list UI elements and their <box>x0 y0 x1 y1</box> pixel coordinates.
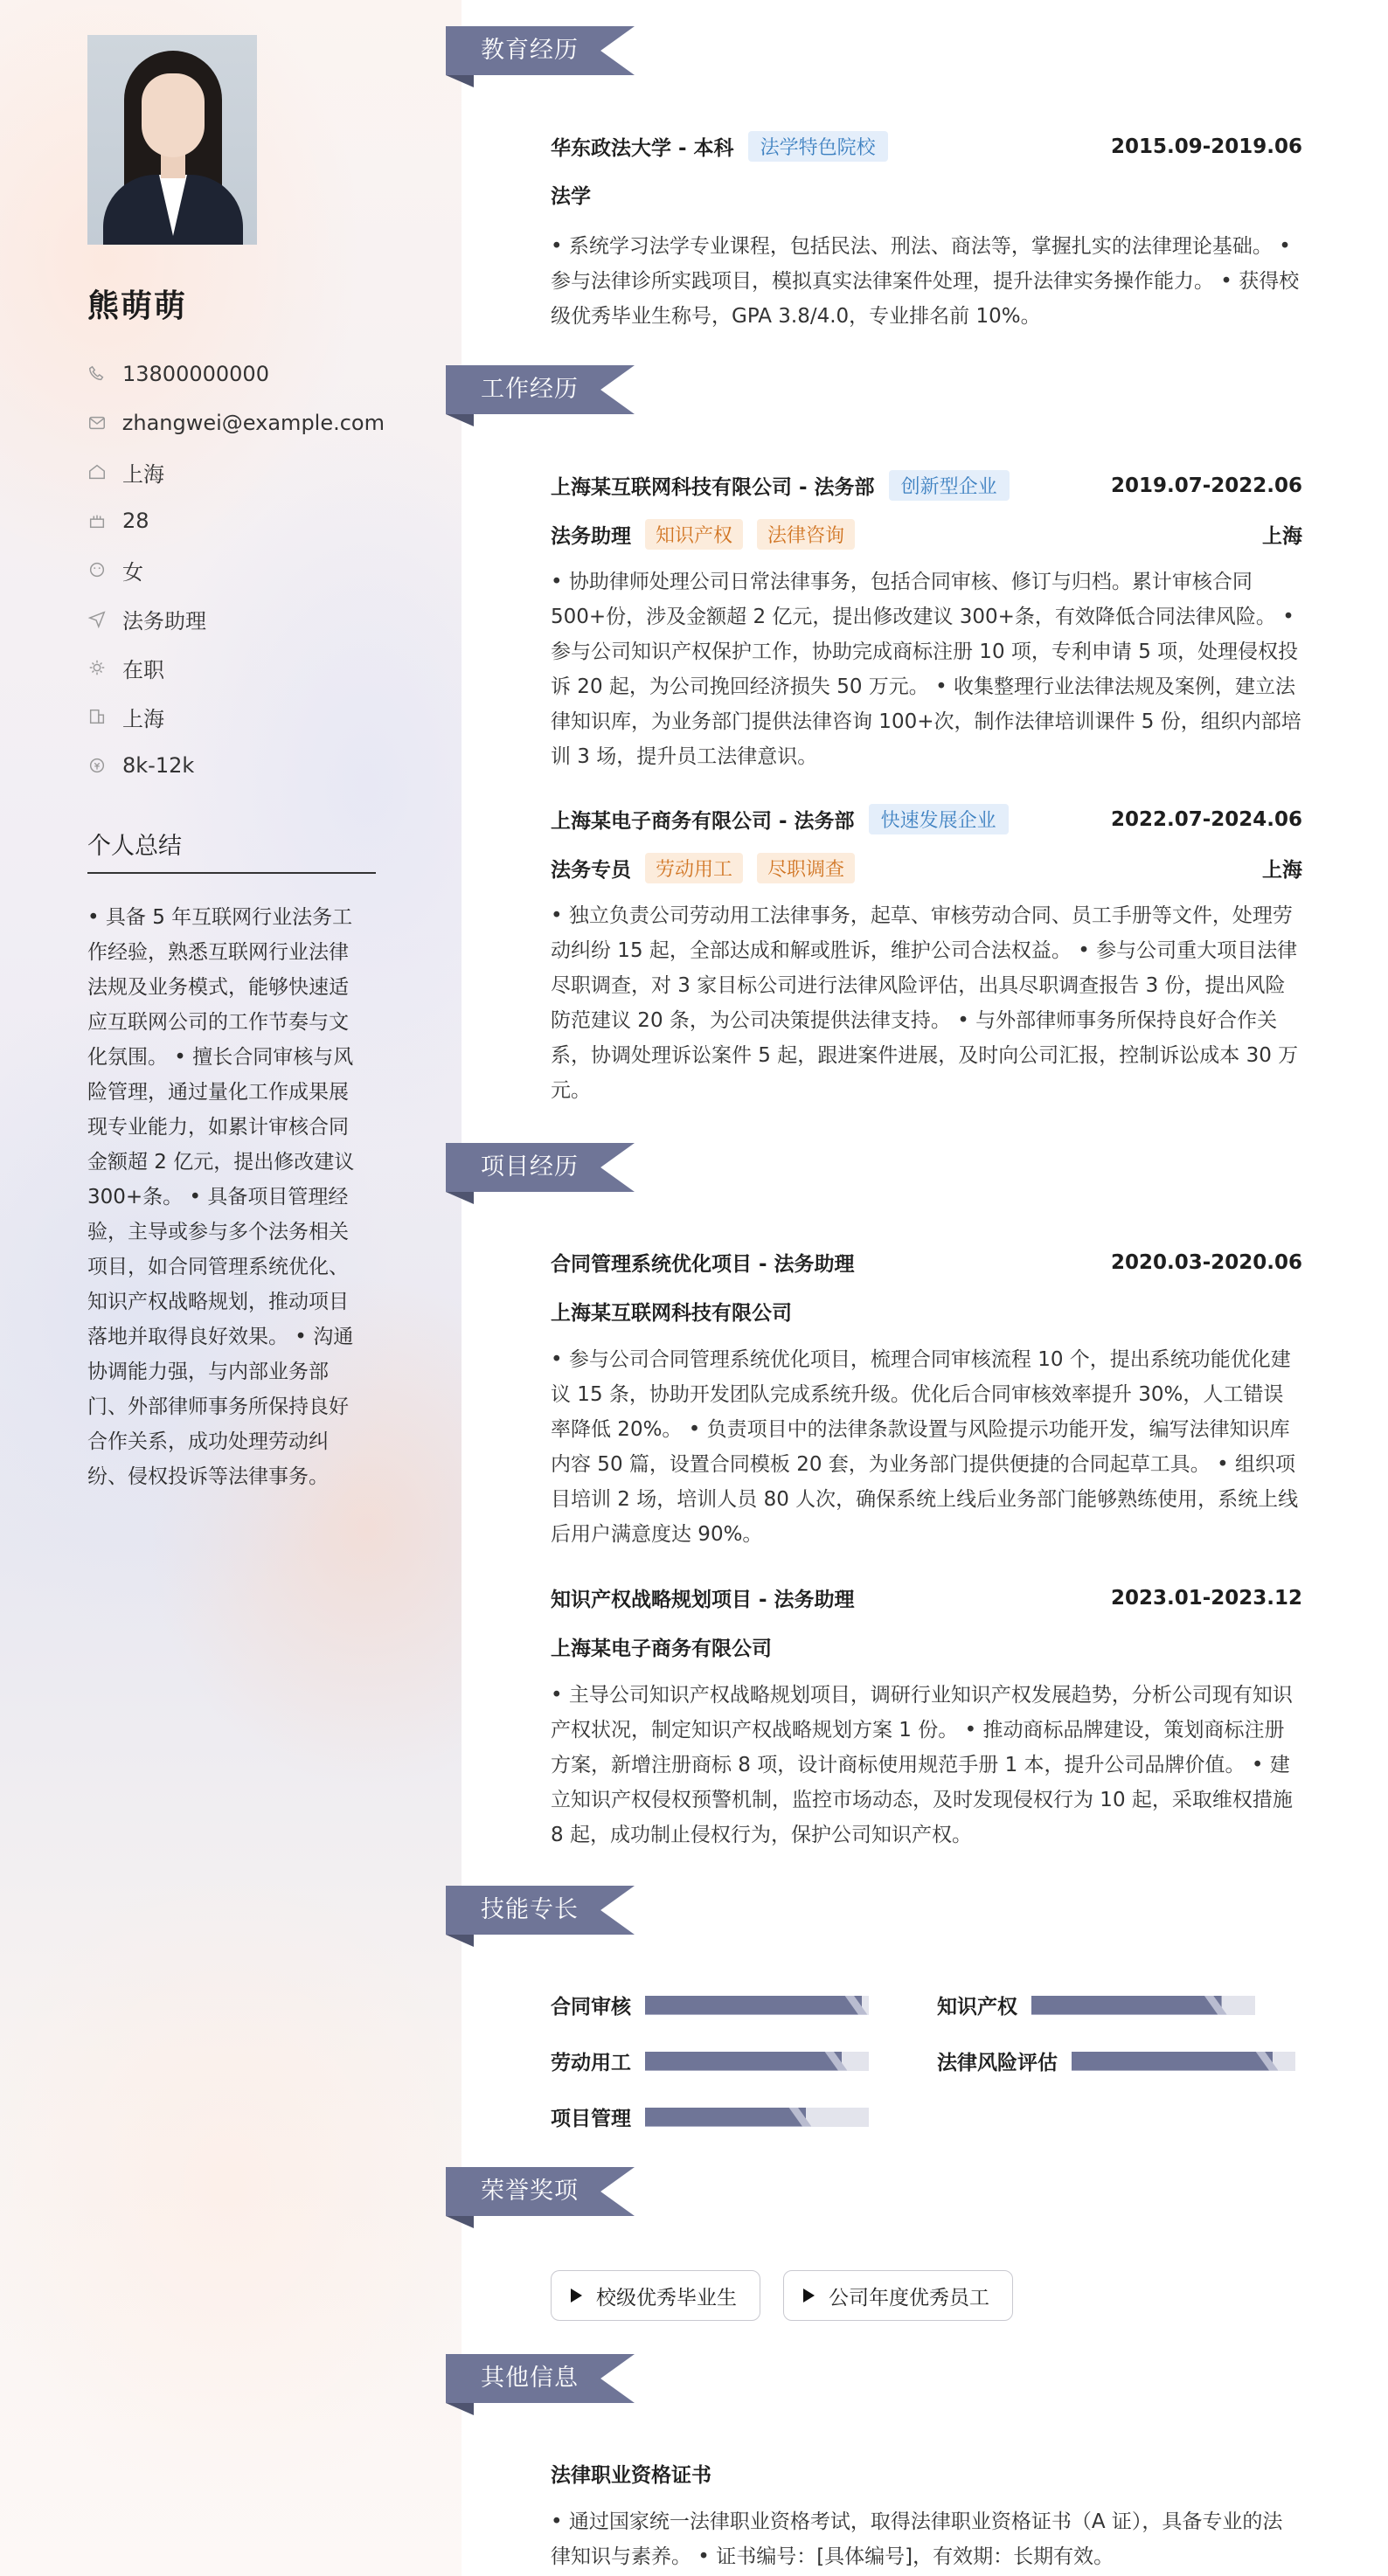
work-2-tag: 快速发展企业 <box>869 804 1009 834</box>
status-icon <box>87 658 122 677</box>
project-1-company: 上海某互联网科技有限公司 <box>551 1302 792 1325</box>
education-school: 华东政法大学 - 本科 <box>551 137 734 160</box>
skill-bar <box>645 2052 869 2071</box>
play-icon <box>571 2289 582 2302</box>
project-1-row <box>551 1248 1302 1277</box>
section-other-header: 其他信息 <box>446 2354 635 2403</box>
other-desc: • 通过国家统一法律职业资格考试，取得法律职业资格证书（A 证），具备专业的法律知识与素养。 • 证书编号：[具体编号]，有效期：长期有效。 <box>551 2510 1283 2568</box>
work-2-company: 上海某电子商务有限公司 - 法务部 <box>551 810 855 833</box>
summary-divider <box>87 872 376 874</box>
info-city: 上海 <box>87 692 385 741</box>
skill-bar <box>645 2108 869 2127</box>
work-1-row <box>551 470 1302 501</box>
skill-bar <box>1031 1996 1255 2015</box>
work-1-desc: • 协助律师处理公司日常法律事务，包括合同审核、修订与归档。累计审核合同 500+份，涉及金额超 2 亿元，提出修改建议 300+条，有效降低合同法律风险。 • 参与公司知识产权保护工作，协助完成商标注册 10 项，专利申请 5 项，处理侵权投诉 20 起，为公司挽回经济损失 50 万元。 • 收集整理行业法律法规及案例，建立法律知识库，为业务部门提供法律咨询 100+次，制作法律培训课件 5 份，组织内部培训 3 场，提升员工法律意识。 <box>551 571 1301 768</box>
education-desc: • 系统学习法学专业课程，包括民法、刑法、商法等，掌握扎实的法律理论基础。 • 参与法律诊所实践项目，模拟真实法律案件处理，提升法律实务操作能力。 • 获得校级优秀毕业生称号，GPA 3.8/4.0，专业排名前 10%。 <box>551 235 1300 328</box>
info-location: 上海 <box>87 447 385 496</box>
mail-icon <box>87 413 122 433</box>
education-date: 2015.09-2019.06 <box>1110 135 1302 158</box>
skill-item: 劳动用工 <box>551 2046 869 2075</box>
skill-item: 合同审核 <box>551 1991 869 2019</box>
section-work-header: 工作经历 <box>446 365 635 414</box>
education-tag: 法学特色院校 <box>748 131 888 162</box>
info-age: 28 <box>87 496 385 545</box>
work-2-skill-tag: 劳动用工 <box>645 853 743 883</box>
send-icon <box>87 609 122 628</box>
project-1-title: 合同管理系统优化项目 - 法务助理 <box>551 1253 855 1276</box>
work-2-date: 2022.07-2024.06 <box>1110 807 1302 831</box>
section-project-header: 项目经历 <box>446 1143 635 1192</box>
home-icon <box>87 462 122 481</box>
work-2-city: 上海 <box>1262 859 1302 882</box>
honor-badge: 校级优秀毕业生 <box>551 2270 760 2321</box>
project-2-title: 知识产权战略规划项目 - 法务助理 <box>551 1589 855 1611</box>
work-1-date: 2019.07-2022.06 <box>1110 474 1302 497</box>
work-2-row <box>551 804 1302 834</box>
info-status: 在职 <box>87 643 385 692</box>
work-1-company: 上海某互联网科技有限公司 - 法务部 <box>551 476 875 499</box>
work-2-desc: • 独立负责公司劳动用工法律事务，起草、审核劳动合同、员工手册等文件，处理劳动纠纷 15 起，全部达成和解或胜诉，维护公司合法权益。 • 参与公司重大项目法律尽职调查，对 3 家目标公司进行法律风险评估，出具尽职调查报告 3 份，提出风险防范建议 20 条，为公司决策提供法律支持。 • 与外部律师事务所保持良好合作关系，协调处理诉讼案件 5 起，跟进案件进展，及时向公司汇报，控制诉讼成本 30 万元。 <box>551 904 1299 1102</box>
work-1-skill-tag: 知识产权 <box>645 519 743 550</box>
info-salary: 8k-12k <box>87 741 385 790</box>
salary-icon <box>87 756 122 775</box>
building-icon <box>87 707 122 726</box>
other-title: 法律职业资格证书 <box>551 2464 711 2487</box>
info-gender: 女 <box>87 545 385 594</box>
gender-icon <box>87 560 122 579</box>
work-2-role: 法务专员 <box>551 859 631 882</box>
work-1-role: 法务助理 <box>551 525 631 548</box>
project-2-company: 上海某电子商务有限公司 <box>551 1638 772 1660</box>
skill-item: 项目管理 <box>551 2102 869 2131</box>
work-2-role-row <box>551 853 1302 883</box>
info-email: zhangwei@example.com <box>87 398 385 447</box>
work-2-skill-tag: 尽职调查 <box>757 853 855 883</box>
education-row <box>551 131 1302 162</box>
project-1-date: 2020.03-2020.06 <box>1110 1250 1302 1274</box>
project-2-company-row <box>551 1632 1302 1661</box>
work-1-role-row <box>551 519 1302 550</box>
section-education-header: 教育经历 <box>446 26 635 75</box>
education-major: 法学 <box>551 185 591 208</box>
project-2-date: 2023.01-2023.12 <box>1110 1586 1302 1610</box>
summary-text: • 具备 5 年互联网行业法务工作经验，熟悉互联网行业法律法规及业务模式，能够快速适应互联网公司的工作节奏与文化氛围。 • 擅长合同审核与风险管理，通过量化工作成果展现专业能力，如累计审核合同金额超 2 亿元，提出修改建议 300+条。 • 具备项目管理经验，主导或参与多个法务相关项目，如合同管理系统优化、知识产权战略规划，推动项目落地并取得良好效果。 • 沟通协调能力强，与内部业务部门、外部律师事务所保持良好合作关系，成功处理劳动纠纷、侵权投诉等法律事务。 <box>87 906 355 1488</box>
work-1-city: 上海 <box>1262 525 1302 548</box>
skill-item: 知识产权 <box>937 1991 1255 2019</box>
other-title-row <box>551 2459 1302 2488</box>
play-icon <box>803 2289 815 2302</box>
education-major-row <box>551 180 1302 209</box>
honor-badge: 公司年度优秀员工 <box>783 2270 1013 2321</box>
project-1-desc: • 参与公司合同管理系统优化项目，梳理合同审核流程 10 个，提出系统功能优化建议 15 条，协助开发团队完成系统升级。优化后合同审核效率提升 30%，人工错误率降低 20%。 • 负责项目中的法律条款设置与风险提示功能开发，编写法律知识库内容 50 篇，设置合同模板 20 套，为业务部门提供便捷的合同起草工具。 • 组织项目培训 2 场，培训人员 80 人次，确保系统上线后业务部门能够熟练使用，系统上线后用户满意度达 90%。 <box>551 1348 1299 1546</box>
project-1-company-row <box>551 1297 1302 1326</box>
sidebar <box>0 0 462 2576</box>
profile-name: 熊萌萌 <box>87 288 188 324</box>
section-honors-header: 荣誉奖项 <box>446 2167 635 2216</box>
project-2-row <box>551 1583 1302 1612</box>
phone-icon <box>87 364 122 384</box>
work-1-tag: 创新型企业 <box>889 470 1010 501</box>
project-2-desc: • 主导公司知识产权战略规划项目，调研行业知识产权发展趋势，分析公司现有知识产权状况，制定知识产权战略规划方案 1 份。 • 推动商标品牌建设，策划商标注册方案，新增注册商标 8 项，设计商标使用规范手册 1 本，提升公司品牌价值。 • 建立知识产权侵权预警机制，监控市场动态，及时发现侵权行为 10 起，采取维权措施 8 起，成功制止侵权行为，保护公司知识产权。 <box>551 1684 1293 1846</box>
info-phone: 13800000000 <box>87 350 385 398</box>
age-icon <box>87 511 122 530</box>
section-skills-header: 技能专长 <box>446 1886 635 1935</box>
info-position: 法务助理 <box>87 594 385 643</box>
skill-bar <box>645 1996 869 2015</box>
avatar <box>87 35 257 245</box>
summary-title: 个人总结 <box>87 833 182 860</box>
skill-item: 法律风险评估 <box>937 2046 1295 2075</box>
skill-bar <box>1072 2052 1295 2071</box>
contact-info <box>87 350 385 790</box>
work-1-skill-tag: 法律咨询 <box>757 519 855 550</box>
